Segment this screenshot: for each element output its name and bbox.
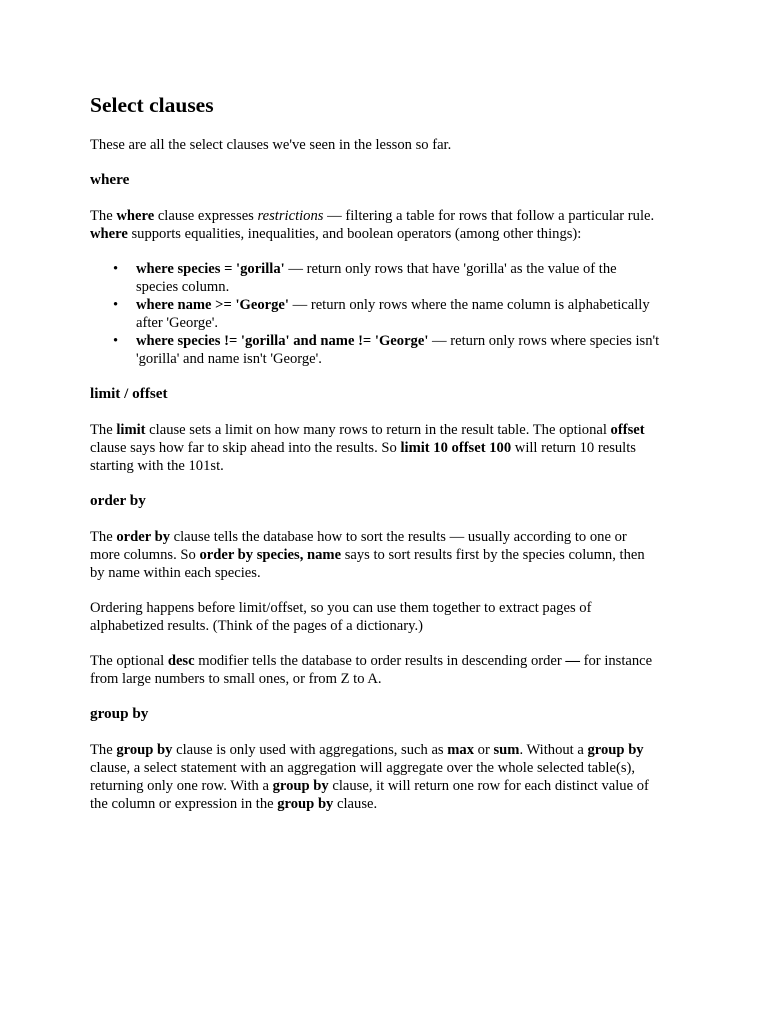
code-example: where name >= 'George' (136, 297, 289, 313)
keyword: limit (116, 422, 146, 438)
keyword: group by (587, 742, 644, 758)
intro-paragraph: These are all the select clauses we've seen in the lesson so far. (90, 137, 452, 153)
keyword: where (90, 226, 128, 242)
emphasis: restrictions (257, 208, 324, 224)
heading-where: where (90, 171, 130, 188)
keyword: desc (167, 653, 195, 669)
bullet-icon: • (113, 261, 119, 277)
list-item: • where species != 'gorilla' and name != 'George' — return only rows where species isn't 'gorilla' and name isn't 'George'. (113, 333, 660, 367)
keyword: max (447, 742, 475, 758)
document-page (90, 90, 690, 813)
code-example: where species = 'gorilla' (136, 261, 285, 277)
order-paragraph-3: The optional desc modifier tells the database to order results in descending order — for instance from large numbers to small ones, or from Z to A. (90, 653, 653, 687)
bullet-icon: • (113, 297, 119, 313)
heading-limit-offset: limit / offset (90, 385, 168, 402)
keyword: group by (116, 742, 173, 758)
code-example: limit 10 offset 100 (400, 440, 512, 456)
where-paragraph: The where clause expresses restrictions — filtering a table for rows that follow a particular rule. where supports equalities, inequalities, and boolean operators (among other things): (90, 208, 655, 242)
keyword: where (116, 208, 155, 224)
keyword: sum (493, 742, 520, 758)
heading-order-by: order by (90, 492, 146, 509)
limit-paragraph: The limit clause sets a limit on how many rows to return in the result table. The optional offset clause says how far to skip ahead into the results. So limit 10 offset 100 will return 10 results starting with the 101st. (90, 422, 645, 474)
keyword: group by (272, 778, 329, 794)
order-paragraph-1: The order by clause tells the database how to sort the results — usually according to one or more columns. So order by species, name says to sort results first by the species column, then by name within each species. (90, 529, 645, 581)
keyword: group by (277, 796, 334, 812)
code-example: order by species, name (199, 547, 342, 563)
order-paragraph-2: Ordering happens before limit/offset, so you can use them together to extract pages of alphabetized results. (Think of the pages of a dictionary.) (90, 600, 592, 634)
heading-group-by: group by (90, 705, 149, 722)
bullet-icon: • (113, 333, 119, 349)
list-item: • where species = 'gorilla' — return only rows that have 'gorilla' as the value of the species column. (113, 261, 617, 295)
code-example: where species != 'gorilla' and name != 'George' (136, 333, 429, 349)
page-title: Select clauses (90, 93, 214, 117)
group-paragraph: The group by clause is only used with aggregations, such as max or sum. Without a group by clause, a select statement with an aggregation will aggregate over the whole selected table(s), returning only one row. With a group by clause, it will return one row for each distinct value of the column or expression in the group by clause. (90, 742, 649, 812)
keyword: order by (116, 529, 170, 545)
where-examples-list (90, 260, 690, 368)
keyword: offset (610, 422, 645, 438)
list-item: • where name >= 'George' — return only rows where the name column is alphabetically after 'George'. (113, 297, 650, 331)
